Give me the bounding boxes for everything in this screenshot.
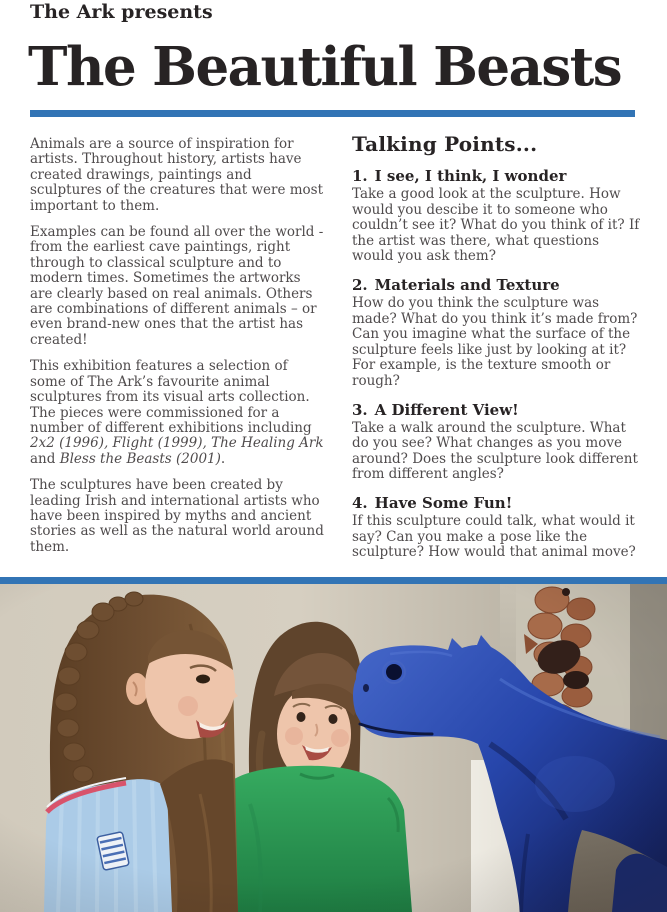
page-title: The Beautiful Beasts	[28, 36, 622, 98]
talking-point-item	[352, 167, 640, 265]
talking-point-body: Take a good look at the sculpture. How would you descibe it to someone who couldn’t see it? What do you think of it? If the artist was there, what questions would you ask them?	[352, 186, 640, 265]
photo-vignette	[0, 584, 667, 912]
talking-point-number: 4.	[352, 493, 368, 512]
talking-point-number: 3.	[352, 400, 368, 419]
talking-point-title: 2. Materials and Texture	[352, 275, 560, 294]
talking-point-item	[352, 276, 640, 390]
talking-points-column	[352, 132, 640, 577]
bottom-band	[0, 577, 667, 912]
exhibition-photo	[0, 584, 667, 912]
talking-point-title: 4. Have Some Fun!	[352, 493, 513, 512]
intro-paragraph: This exhibition features a selection of some of The Ark’s favourite animal sculptures from its visual arts collection. The pieces were commissioned for a number of different exhibitions including 2x2 (1996), Flight (1999), The Healing Ark and Bless the Beasts (2001).	[30, 358, 324, 467]
talking-point-body: How do you think the sculpture was made? What do you think it’s made from? Can you imagine what the surface of the sculpture feels like just by looking at it? For example, is the texture smooth or rough?	[352, 294, 638, 389]
talking-point-item	[352, 401, 640, 483]
top-divider-rule	[30, 110, 635, 117]
intro-paragraph: Examples can be found all over the world - from the earliest cave paintings, right through to classical sculpture and to modern times. Sometimes the artworks are clearly based on real animals. Others are combinations of different animals – or even brand-new ones that the artist has created!	[30, 224, 324, 348]
talking-points-list	[352, 167, 640, 561]
talking-points-heading: Talking Points...	[352, 132, 538, 156]
talking-point-title: 3. A Different View!	[352, 400, 519, 419]
talking-point-number: 2.	[352, 275, 368, 294]
talking-point-title: 1. I see, I think, I wonder	[352, 167, 567, 185]
talking-point-item	[352, 494, 640, 561]
intro-paragraph: Animals are a source of inspiration for artists. Throughout history, artists have created drawings, paintings and sculptures of the creatures that were most important to them.	[30, 137, 324, 214]
bottom-divider-rule	[0, 577, 667, 584]
talking-point-body: If this sculpture could talk, what would it say? Can you make a pose like the sculpture? How would that animal move?	[352, 512, 636, 561]
intro-paragraph: The sculptures have been created by leading Irish and international artists who have been inspired by myths and ancient stories as well as the natural world around them.	[30, 477, 324, 555]
talking-point-number: 1.	[352, 167, 368, 185]
intro-column	[30, 137, 327, 577]
kicker-text: The Ark presents	[30, 1, 213, 23]
talking-point-body: Take a walk around the sculpture. What do you see? What changes as you move around? Does the sculpture look different from different angles?	[352, 419, 638, 483]
